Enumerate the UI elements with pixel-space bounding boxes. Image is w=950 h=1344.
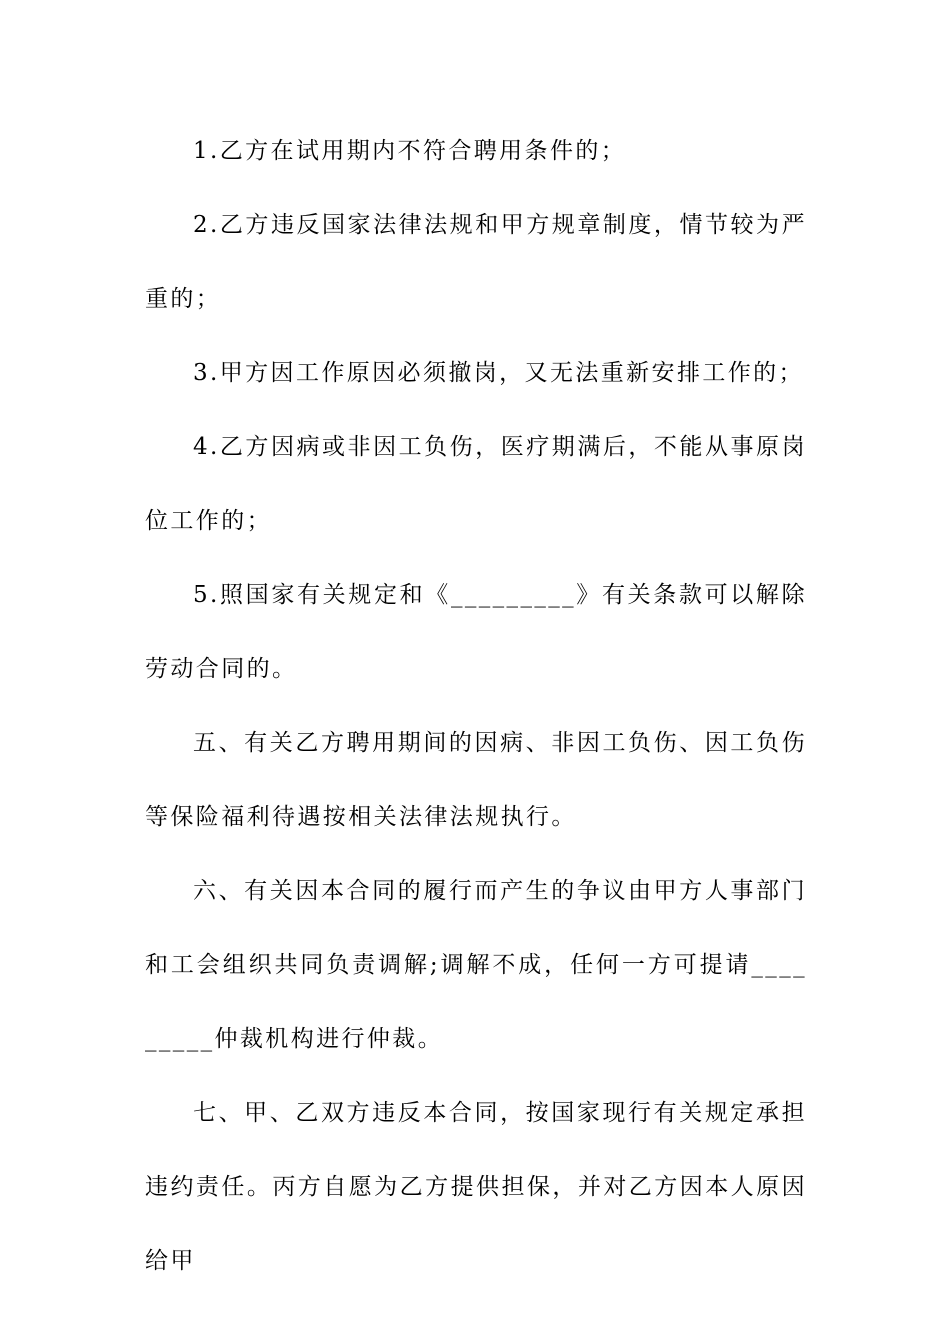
article-6: 六、有关因本合同的履行而产生的争议由甲方人事部门和工会组织共同负责调解;调解不成，任何一方可提请_________仲裁机构进行仲裁。 <box>145 878 807 1052</box>
clause-1: 1.乙方在试用期内不符合聘用条件的； <box>193 138 627 164</box>
article-7: 七、甲、乙双方违反本合同，按国家现行有关规定承担违约责任。丙方自愿为乙方提供担保，并对乙方因本人原因给甲 <box>145 1100 807 1274</box>
clause-3: 3.甲方因工作原因必须撤岗，又无法重新安排工作的； <box>193 360 804 386</box>
clause-4: 4.乙方因病或非因工负伤，医疗期满后，不能从事原岗位工作的； <box>145 434 807 534</box>
article-5: 五、有关乙方聘用期间的因病、非因工负伤、因工负伤等保险福利待遇按相关法律法规执行。 <box>145 730 807 830</box>
clause-5: 5.照国家有关规定和《_________》有关条款可以解除劳动合同的。 <box>145 582 807 682</box>
clause-2: 2.乙方违反国家法律法规和甲方规章制度，情节较为严重的； <box>145 212 807 312</box>
document-page <box>145 114 807 1298</box>
